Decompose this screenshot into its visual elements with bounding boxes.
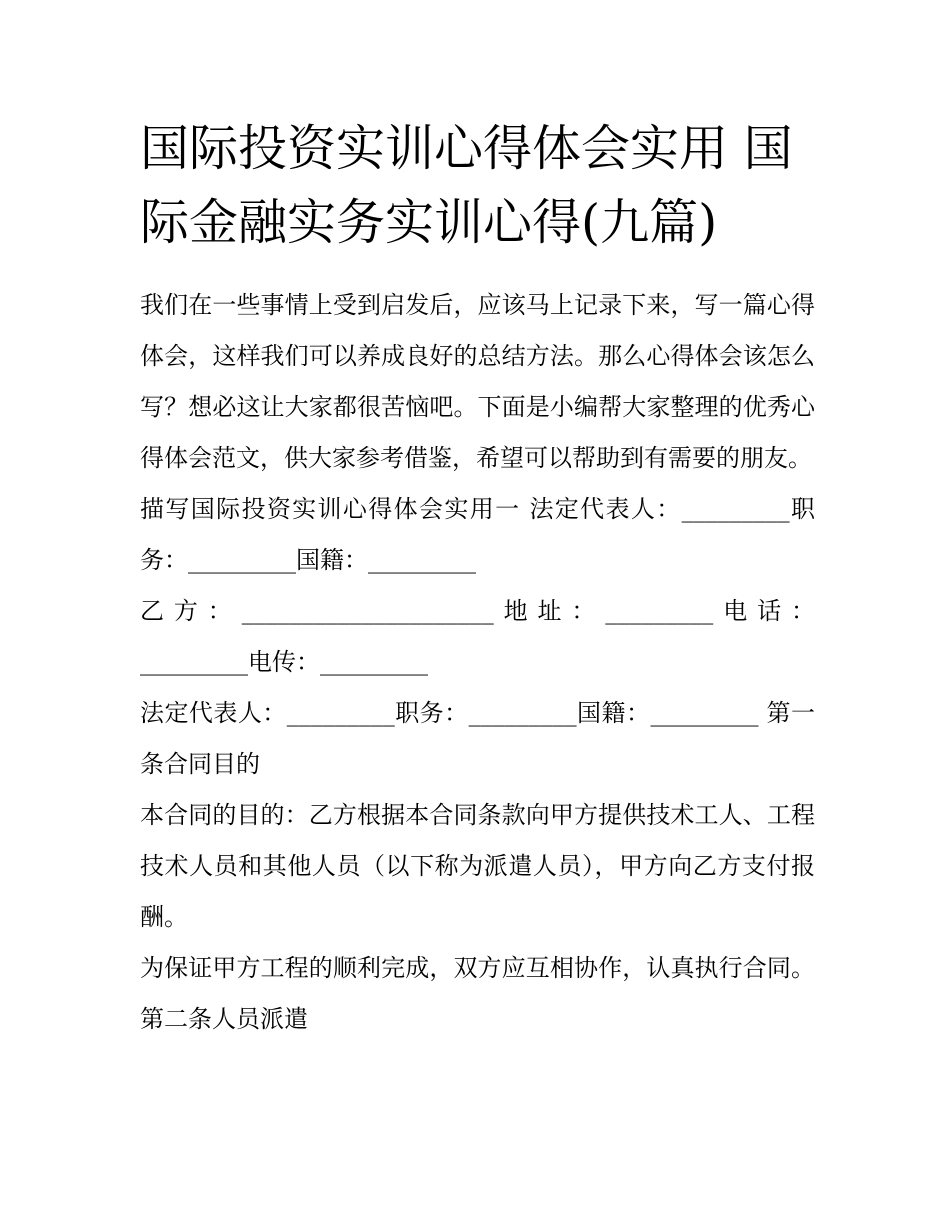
document-title: 国际投资实训心得体会实用 国际金融实务实训心得(九篇)	[140, 120, 793, 251]
cooperation-paragraph: 为保证甲方工程的顺利完成，双方应互相协作，认真执行合同。 第二条人员派遣	[140, 954, 815, 1033]
party-b-info-paragraph: 乙方：_____________________地址：_________电话：_________电传：_________	[140, 597, 815, 676]
party-a-representative-paragraph: 描写国际投资实训心得体会实用一 法定代表人：_________职务：_________国籍：_________	[140, 495, 815, 574]
party-b-representative-paragraph: 法定代表人：_________职务：_________国籍：_________ 第一条合同目的	[140, 699, 815, 778]
contract-purpose-paragraph: 本合同的目的：乙方根据本合同条款向甲方提供技术工人、工程技术人员和其他人员（以下称为派遣人员），甲方向乙方支付报酬。	[140, 801, 815, 931]
document-page	[140, 112, 815, 1045]
intro-paragraph: 我们在一些事情上受到启发后，应该马上记录下来，写一篇心得体会，这样我们可以养成良好的总结方法。那么心得体会该怎么写？想必这让大家都很苦恼吧。下面是小编帮大家整理的优秀心得体会范文，供大家参考借鉴，希望可以帮助到有需要的朋友。	[140, 291, 815, 472]
